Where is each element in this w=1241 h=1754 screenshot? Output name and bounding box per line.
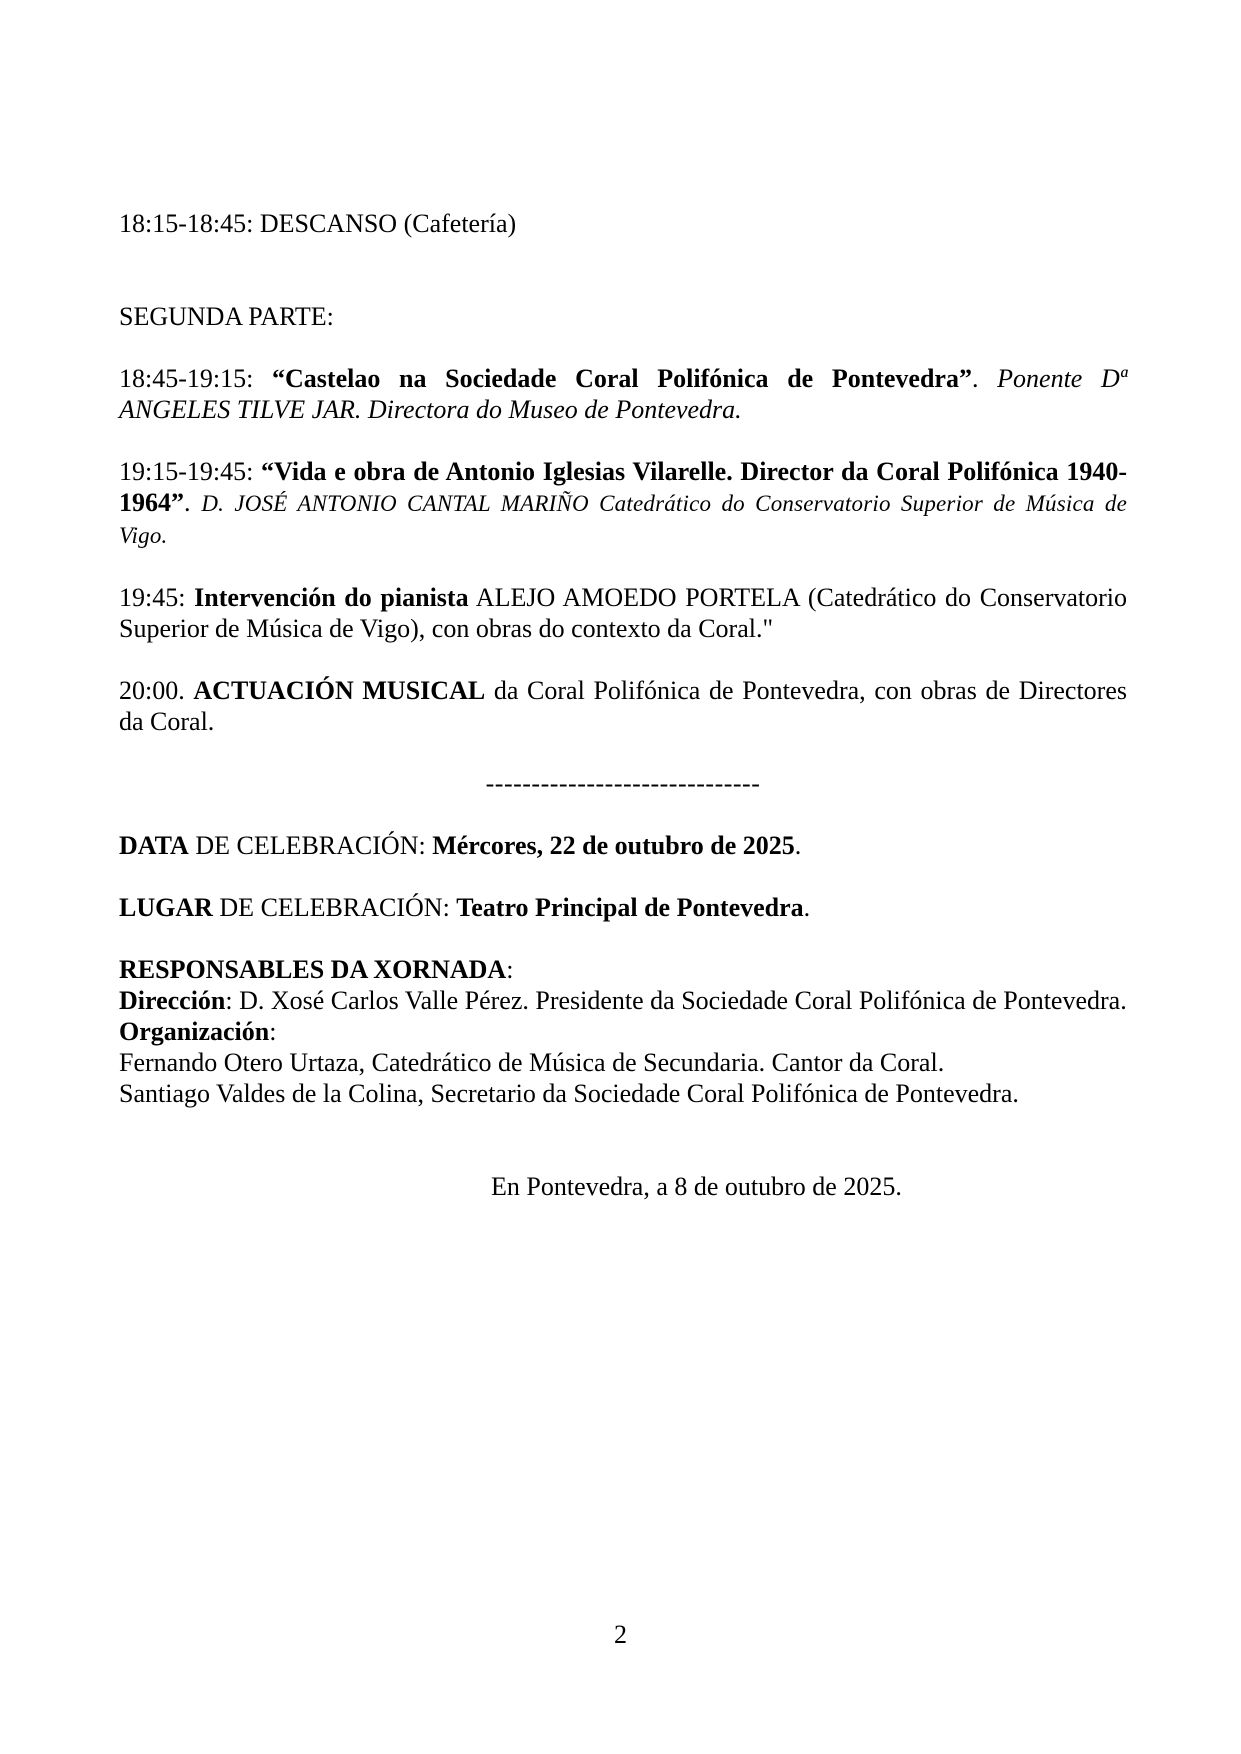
lugar-value: Teatro Principal de Pontevedra [456, 893, 804, 922]
direccion-label: Dirección [119, 986, 226, 1015]
direccion-line [119, 985, 1127, 1016]
item-speaker: Ponente Dª ANGELES TILVE JAR. Directora do Museo de Pontevedra. [119, 364, 1127, 424]
organizer-line: Fernando Otero Urtaza, Catedrático de Música de Secundaria. Cantor da Coral. [119, 1048, 945, 1077]
data-end: . [794, 831, 802, 860]
program-item-pianist [119, 582, 1127, 644]
lugar-label-bold: LUGAR [119, 893, 213, 922]
item-time: 20:00. [119, 676, 194, 705]
item-title: “Castelao na Sociedade Coral Polifónica de Pontevedra” [272, 364, 972, 393]
program-item-castelao [119, 363, 1127, 425]
item-title: “Vida e obra de Antonio Iglesias Vilarelle. Director da Coral Polifónica 1940-1964” [119, 457, 1127, 517]
lugar-end: . [803, 893, 811, 922]
document-body [119, 208, 1127, 1202]
descanso-line: 18:15-18:45: DESCANSO (Cafetería) [119, 209, 517, 238]
item-time: 18:45-19:15: [119, 364, 273, 393]
data-label-rest: DE CELEBRACIÓN: [188, 831, 433, 860]
lugar-label-rest: DE CELEBRACIÓN: [212, 893, 457, 922]
data-value: Mércores, 22 de outubro de 2025 [432, 831, 795, 860]
separator-line: ------------------------------ [485, 769, 761, 798]
page-number: 2 [614, 1620, 627, 1649]
data-label-bold: DATA [119, 831, 189, 860]
direccion-text: : D. Xosé Carlos Valle Pérez. Presidente da Sociedade Coral Polifónica de Pontevedra. [225, 986, 1127, 1015]
closing-place-date: En Pontevedra, a 8 de outubro de 2025. [491, 1172, 902, 1201]
section-heading-segunda-parte: SEGUNDA PARTE: [119, 302, 334, 331]
lugar-celebracion [119, 892, 1127, 923]
item-text: ALEJO AMOEDO PORTELA (Catedrático do Conservatorio Superior de Música de Vigo), con obras do contexto da Coral." [119, 583, 1127, 643]
responsables-heading: RESPONSABLES DA XORNADA: [119, 955, 514, 984]
program-item-actuacion [119, 675, 1127, 737]
item-time: 19:15-19:45: [119, 457, 262, 486]
item-text: da Coral Polifónica de Pontevedra, con obras de Directores da Coral. [119, 676, 1127, 736]
organizer-line: Santiago Valdes de la Colina, Secretario da Sociedade Coral Polifónica de Pontevedra. [119, 1079, 1019, 1108]
item-title: ACTUACIÓN MUSICAL [193, 676, 486, 705]
item-separator: . [971, 364, 998, 393]
item-time: 19:45: [119, 583, 195, 612]
item-speaker: D. JOSÉ ANTONIO CANTAL MARIÑO Catedrático do Conservatorio Superior de Música de Vigo. [119, 491, 1127, 548]
program-item-iglesias [119, 456, 1127, 551]
organizacion-heading: Organización: [119, 1017, 277, 1046]
data-celebracion [119, 830, 1127, 861]
item-title: Intervención do pianista [194, 583, 469, 612]
item-separator: . [184, 488, 202, 517]
